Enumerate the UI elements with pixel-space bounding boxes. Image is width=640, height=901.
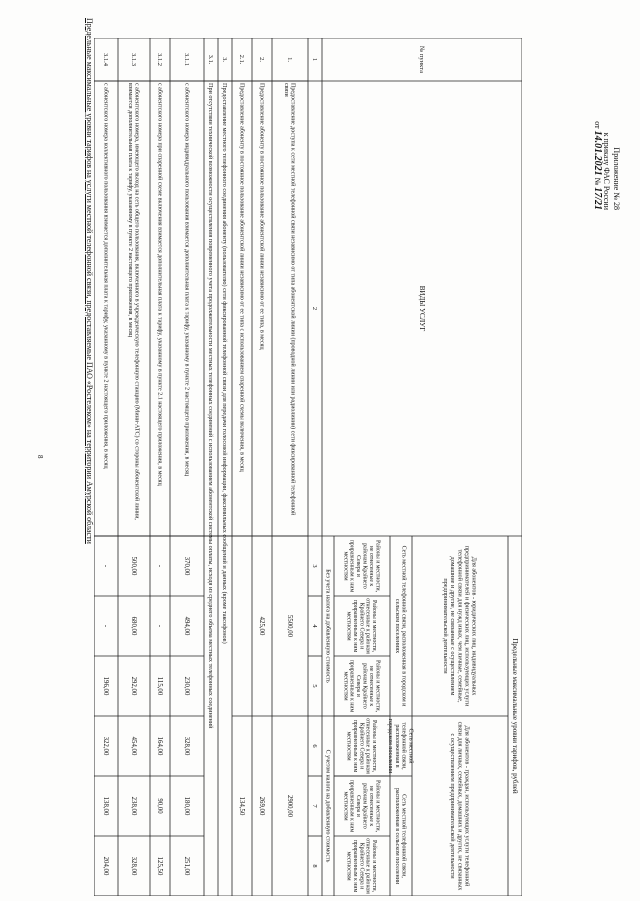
row-number: 3. <box>221 57 229 62</box>
tariff-value: 322,00 <box>102 736 110 756</box>
column-number: 8 <box>311 864 319 868</box>
column-number: 1 <box>311 57 319 62</box>
tariff-value: 500,00 <box>130 556 138 576</box>
group-business-header: Для абонентов - юридических лиц, индивидуальныхпредпринимателей и физических лиц, использующих услугителефонной связи для нужд иных, чем личные, семейные,домашние и другие, не связанные с осуществлениемпредпринимательской деятельности <box>441 545 478 707</box>
network-header: Сеть местнойтелефонной связи,расположенная вгородском поселении <box>387 718 414 774</box>
row-number: 2. <box>258 57 266 62</box>
column-number: 4 <box>311 624 319 628</box>
tariff-table-grid <box>94 38 522 896</box>
region-header: Районы и местности,отнесенные к районамКрайнего Севера иприравненным к нимместностям <box>345 598 378 654</box>
row-number: 3.1.1 <box>183 53 191 66</box>
appendix-line-2: к приказу ФАС России <box>602 132 612 210</box>
tariff-value: - <box>102 624 110 628</box>
tariff-value: 292,00 <box>130 676 138 696</box>
row-service: с абонентского номера, имеющего выход на сеть общего пользования, включенного в учрежденческую телефонную станцию (Мини-АТС) со стороны абонентской линии,взимается дополнительная плата к тарифу, указанному в пункте 2 настоящего приложения, в месяц <box>126 83 140 520</box>
tariff-value: 204,00 <box>102 856 110 876</box>
number-prefix: № <box>593 177 602 186</box>
tariff-value: 138,00 <box>102 796 110 816</box>
tariffs-header: Предельные максимальные уровни тарифов, рублей <box>510 638 519 794</box>
vat-excluded-label: Без учета налога на добавленную стоимость <box>324 569 331 683</box>
tariff-value: 125,50 <box>156 856 164 876</box>
row-service-full: При отсутствии технической возможности осуществления повременного учета продолжительности местных телефонных соединений с использованием абонентской системы оплаты, исходя из среднего объема местных телефонных соединений <box>207 83 215 729</box>
appendix-reference <box>593 10 622 210</box>
row-number: 3.1.4 <box>102 53 110 66</box>
handwritten-number: 17/21 <box>592 187 603 210</box>
row-service: с абонентского номера индивидуального пользования взимается дополнительная плата к тарифу, указанному в пункте 2 настоящего приложения, в месяц <box>183 83 190 477</box>
tariff-value: 238,00 <box>130 796 138 816</box>
column-number: 7 <box>311 804 319 808</box>
row-service-full: Предоставление местного телефонного соединения абоненту (пользователю) сети фиксированной телефонной связи для передачи голосовой информации, факсимильных сообщений и данных (кроме таксофонов) <box>221 83 229 644</box>
row-number: 3.1.2 <box>156 53 164 66</box>
tariff-value: 454,00 <box>130 736 138 756</box>
tariff-value: 134,50 <box>238 796 246 816</box>
tariff-value: 90,00 <box>156 798 164 814</box>
row-service: Предоставление доступа к сети местной телефонной связи независимо от типа абонентской линии (проводной линии или радиолинии) сети фиксированной телефоннойсвязи <box>282 83 296 516</box>
region-header: Районы и местности,не отнесенные крайонам КрайнегоСевера иприравненным к нимместностям <box>342 539 381 593</box>
tariff-value: 494,00 <box>183 616 191 636</box>
row-service: с абонентского номера коллективного пользования взимается дополнительная плата к тарифу, указанному в пункте 2 настоящего приложения, в месяц <box>102 83 109 469</box>
row-number: 3.1. <box>207 54 215 65</box>
appendix-line-1: Приложение № 28 <box>612 147 621 210</box>
tariff-value: 5500,00 <box>286 614 294 638</box>
network-header: Сеть местной телефонной связи, расположенная в городском исельском поселениях <box>393 545 407 707</box>
handwritten-date: 14.01.2021 <box>592 130 603 176</box>
appendix-date-line <box>593 10 603 210</box>
tariff-value: 251,00 <box>183 856 191 876</box>
tariff-value: 680,00 <box>130 616 138 636</box>
tariff-table <box>94 38 522 896</box>
region-header: Районы и местности,не отнесенные крайонам КрайнегоСевера иприравненным к нимместностям <box>342 779 381 833</box>
tariff-value: - <box>102 564 110 568</box>
date-prefix: от <box>593 121 602 129</box>
tariff-value: 230,00 <box>183 676 191 696</box>
tariff-value: 328,00 <box>130 856 138 876</box>
group-citizens-header: Для абонентов - граждан, использующих услуги телефоннойсвязи для личных, семейных, домашних и других, не связанныхс осуществлением предпринимательской деятельности <box>449 721 471 891</box>
tariff-value: 328,00 <box>183 736 191 756</box>
row-number: 1. <box>286 57 294 62</box>
column-number: 3 <box>311 564 319 568</box>
tariff-value: 2900,00 <box>286 794 294 818</box>
tariff-value: 115,00 <box>156 676 164 696</box>
row-number: 3.1.3 <box>130 53 138 66</box>
tariff-value: 425,00 <box>258 616 266 636</box>
page-number: 8 <box>36 455 44 459</box>
row-service: с абонентского номера при спаренной схеме включения взимается дополнительная плата к тарифу, указанному в пункте 2.1 настоящего приложения, в месяц <box>156 83 163 486</box>
document-title: Предельные максимальные уровни тарифов на услуги местной телефонной связи, предоставляемые ПАО «Ростелеком» на территории Амурской области <box>85 18 94 544</box>
region-header: Районы и местности,отнесенные к районамКрайнего Севера иприравненным к нимместностям <box>345 838 378 894</box>
tariff-value: 269,00 <box>258 796 266 816</box>
network-header: Сеть местной телефонной связи,расположенная в сельском поселении <box>393 787 407 885</box>
region-header: Районы и местности,не отнесенные крайонам КрайнегоСевера иприравненным к нимместностям <box>342 659 381 713</box>
column-header-services: ВИДЫ УСЛУГ <box>417 285 426 332</box>
tariff-value: - <box>156 564 164 568</box>
tariff-value: 180,00 <box>183 796 191 816</box>
row-service: Предоставление абоненту в постоянное пользование абонентской линии независимо от ее типа с использованием спаренной схемы включения, в месяц <box>238 83 245 472</box>
column-number: 6 <box>311 744 319 748</box>
tariff-value: - <box>156 624 164 628</box>
column-number: 2 <box>311 306 319 311</box>
tariff-value: 164,00 <box>156 736 164 756</box>
vat-included-label: С учетом налога на добавленную стоимость <box>324 749 331 863</box>
row-service: Предоставление абоненту в постоянное пользование абонентской линии независимо от ее типа, в месяц <box>258 83 265 350</box>
row-number: 2.1. <box>238 54 246 65</box>
tariff-value: 370,00 <box>183 556 191 576</box>
region-header: Районы и местности,отнесенные к районамКрайнего Севера иприравненным к нимместностям <box>345 718 378 774</box>
column-header-number: № пункта <box>418 46 426 73</box>
tariff-value: 196,00 <box>102 676 110 696</box>
column-number: 5 <box>311 684 319 688</box>
